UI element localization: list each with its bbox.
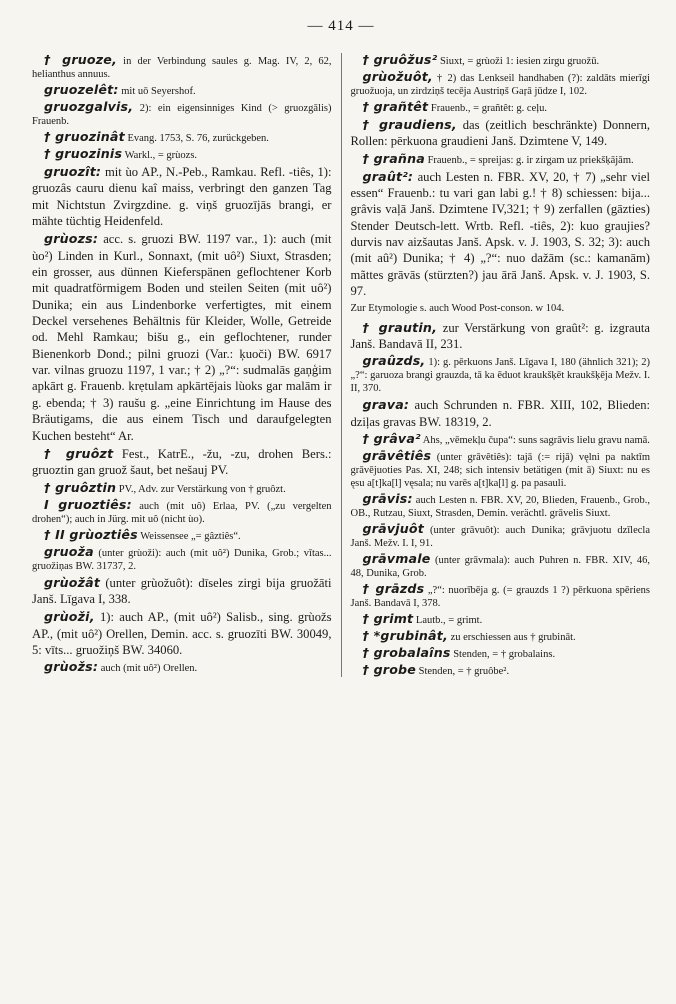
right-column (342, 53, 651, 680)
entry-text: 1): auch AP., (mit uô²) Salisb., sing. grùožs AP., (mit uô²) Orellen, Demin. acc. s. gruozīti BW. 30049, 5: vīts... gruožiņš BW. 34060. (32, 610, 332, 657)
entry-headword: † grobalaîns (362, 645, 451, 661)
etymology-note: Zur Etymologie s. auch Wood Post-conson. w 104. (350, 303, 565, 315)
entry-text: Evang. 1753, S. 76, zurückgeben. (124, 133, 269, 144)
dictionary-entry (32, 164, 332, 229)
entry-text: acc. s. gruozi BW. 1197 var., 1): auch (mit ùo²) Linden in Kurl., Sonnaxt, (mit uô²) Siuxt, Strasden; ein grosser, aus dünnen Kieferspänen geflochtener Korb mit quadratförmigem Boden und steilen Seiten (mit uô²) Dunika; ein aus Lindenborke verfertigtes, mit einem Deckel versehenes Behältnis für Kleider, Wolle, Getreide od. Mehl Ramkau; bišu g., ein geflochtener, runder Bienenkorb Dond.; pilni gruozi (Var.: ķuoči) BW. 6917 var. vilnas gruozu 1197, 1 var.; † 2) „?“: sudmalās gaņģim apkārt g. Frauenb. krẹtulam apkārtējais lùoks gar malām ir g. ebenda; † 3) raušu g. „eine Einrichtung im Hause des Bräutigams, die aus einem Tisch und daraufgelegten Kuchen besteht“ Ar. (32, 232, 332, 443)
entry-text: das (zeitlich beschränkte) Donnern, Rollen: pērkuona graudieni Janš. Dzimtene V, 149. (350, 118, 651, 149)
dictionary-entry (351, 152, 651, 167)
entry-text: 1): g. pērkuons Janš. Līgava I, 180 (ähnlich 321); 2) „?“: garuoza brangi grauzda, tā ka ēduot kraukšķēt kraukšķēja Mežv. I. II, 370. (350, 357, 650, 395)
dictionary-entry (32, 498, 332, 526)
dictionary-entry (351, 552, 651, 580)
dictionary-entry (32, 528, 332, 543)
dictionary-entry (32, 545, 332, 573)
entry-headword: grùožuôt, (362, 69, 433, 84)
dictionary-entry (351, 320, 651, 353)
entry-text: Weissensee „= gâztiês“. (137, 530, 241, 542)
dictionary-entry (32, 83, 332, 98)
left-column (32, 53, 342, 677)
entry-headword: grāvis: (362, 491, 413, 507)
entry-text: (unter grùožuôt): dīseles zirgi bija gruožāti Janš. Līgava I, 338. (32, 575, 332, 606)
entry-headword: grāvêtiês (362, 448, 432, 464)
entry-headword: grava: (362, 397, 410, 413)
dictionary-entry (32, 147, 332, 162)
entry-headword: † grañtêt (362, 99, 429, 114)
dictionary-entry (32, 53, 332, 81)
entry-text: Stenden, = † grobalains. (450, 649, 556, 661)
columns (32, 53, 650, 680)
entry-text: (unter grāvuôt): auch Dunika; grāvjuotu dzīlecla Janš. Mežv. I. I, 91. (350, 525, 650, 550)
dictionary-entry (32, 660, 332, 675)
entry-text: mit uō Seyershof. (118, 86, 196, 97)
dictionary-entry (351, 612, 651, 627)
entry-text: auch Schrunden n. FBR. XIII, 102, Blieden: dziļas gravas BW. 18319, 2. (350, 398, 650, 429)
page-number: — 414 — (307, 18, 375, 34)
entry-text: mit ùo AP., N.-Peb., Ramkau. Refl. -tiês, 1): gruozâs cauru dienu kaî maiss, verbringt den ganzen Tag mit Nichtstun Zvirgzdine. g. viņš gruozījās brangi, er mähte tüchtig Heidenfeld. (32, 165, 332, 229)
dictionary-entry (351, 70, 651, 98)
entry-headword: † grâva² (362, 431, 421, 447)
entry-headword: grùozs: (44, 231, 99, 247)
dictionary-entry (351, 397, 651, 430)
entry-text: Frauenb., = spreijas: g. ir zirgam uz priekšķājām. (424, 154, 634, 166)
entry-text: † 2) das Lenkseil handhaben (?): zaldāts mierīgi gruožuoja, un zirdziņš tecēja Austriņš Gaŗā jūdze I, 102. (350, 73, 650, 97)
entry-text: (unter grāvêtiês): tajā (:= rijā) vęlni pa naktīm grāvējuoties Pas. XI, 248; sich intensiv betätigen (mit ā) Siuxt: nu es ęsu a[t]ka[l] vęsala; nu varēs a[t]ka[l] g. pa pasauli. (350, 452, 650, 490)
entry-text: Fest., KatrE., -žu, -zu, drohen Bers.: gruoztin gan gruož šaut, bet nešauj PV. (32, 446, 332, 478)
entry-headword: gruozelêt: (44, 82, 119, 97)
entry-text: in der Verbindung saules g. Mag. IV, 2, 62, helianthus annuus. (32, 56, 332, 80)
entry-headword: gruoža (44, 543, 94, 559)
entry-text: zu erschiessen aus † grubināt. (447, 632, 576, 644)
entry-headword: grùoži, (44, 609, 95, 625)
entry-headword: † gruôzt (44, 445, 114, 461)
entry-text: Frauenb., = grañtêt: g. ceļu. (428, 103, 548, 114)
entry-headword: I gruoztiês: (44, 496, 132, 512)
entry-headword: † gruôztin (44, 479, 117, 495)
entry-text: „?“: nuorībēja g. (= grauzds 1 ?) pērkuona spēriens Janš. Bandavā I, 378. (350, 585, 650, 610)
entry-text: Warkl., = grùozs. (122, 150, 198, 161)
entry-headword: † grautin, (362, 319, 438, 335)
dictionary-entry (351, 663, 651, 678)
dictionary-entry (32, 446, 332, 479)
entry-headword: † grobe (362, 662, 417, 678)
dictionary-entry (351, 53, 651, 68)
entry-headword: † *grubinât, (362, 628, 448, 644)
dictionary-entry (32, 609, 332, 658)
entry-headword: † II grùoztiês (44, 526, 138, 542)
entry-text: Siuxt, = grùoži 1: iesien zirgu gruožū. (437, 56, 600, 67)
entry-headword: † gruozinât (44, 129, 125, 144)
dictionary-entry (32, 481, 332, 496)
dictionary-entry (351, 169, 651, 300)
entry-headword: † grimt (362, 611, 414, 627)
entry-text: (unter grùoži): auch (mit uô²) Dunika, Grob.; vītas... gruožiņas BW. 31737, 2. (32, 547, 332, 572)
entry-text: 2): ein eigensinniges Kind (> gruozgālis) Frauenb. (32, 103, 332, 127)
entry-headword: † grañna (362, 150, 425, 166)
entry-headword: grùožs: (44, 659, 99, 675)
dictionary-entry (351, 582, 651, 610)
dictionary-entry (351, 432, 651, 447)
entry-text: Stenden, = † gruôbe². (416, 666, 510, 678)
entry-headword: grāvjuôt (362, 521, 424, 537)
dictionary-entry (32, 575, 332, 608)
entry-text: zur Verstärkung von graût²: g. izgrauta Janš. Bandavā II, 231. (350, 320, 650, 352)
entry-headword: grùožât (44, 574, 101, 590)
entry-headword: graûzds, (362, 353, 426, 369)
entry-text: auch Lesten n. FBR. XV, 20, † 7) „sehr viel essen“ Frauenb.: tu vari gan labi g.! † 8) schiessen: bija... grâvis vaļā Janš. Dzimtene IV,321; † 9) zerfallen (gāzties) Stender Deutsch-lett. Wrtb. Refl. -tiês, 2): kuo graujies? durvis nav aizšautas Janš. Apsk. v. J. 1903, S. 32; 3): auch (mit aû²) Dunika; † 4) „?“: nuo dažām (sc.: kamanām) mãttes grāvās (stürzten?) jau ārā Janš. Apsk. v. J. 1903, S. 97. (350, 169, 650, 299)
entry-text: auch (mit uô) Erlaa, PV. („zu vergelten drohen“); auch in Jürg. mit uô (nicht ùo). (32, 500, 332, 525)
dictionary-entry (351, 492, 651, 520)
entry-headword: † gruôžus² (362, 52, 438, 67)
dictionary-entry (32, 231, 332, 443)
entry-headword: gruozgalvis, (44, 99, 134, 114)
dictionary-entry (351, 629, 651, 644)
entry-headword: † graudiens, (362, 117, 457, 132)
entry-text: auch (mit uô²) Orellen. (98, 663, 198, 675)
dictionary-entry (351, 449, 651, 490)
entry-headword: graût²: (362, 168, 414, 184)
entry-headword: † grāzds (362, 581, 425, 597)
entry-headword: † gruozinis (44, 146, 123, 161)
dictionary-entry (351, 522, 651, 550)
dictionary-entry (32, 100, 332, 128)
entry-text: (unter grāvmala): auch Puhren n. FBR. XIV, 46, 48, Dunika, Grob. (350, 555, 650, 580)
dictionary-entry (351, 100, 651, 115)
dictionary-entry (351, 117, 651, 150)
dictionary-entry (32, 130, 332, 145)
entry-headword: gruozît: (44, 164, 102, 179)
entry-headword: † gruoze, (44, 52, 118, 67)
dictionary-entry (351, 354, 651, 395)
entry-text: PV., Adv. zur Verstärkung von † gruôzt. (116, 483, 286, 495)
entry-text: Lautb., = grimt. (413, 615, 483, 627)
entry-text: Ahs, „vēmekļu čupa“: suns sagrāvis lielu gravu namā. (420, 435, 650, 447)
dictionary-entry (351, 646, 651, 661)
entry-headword: grāvmale (362, 551, 431, 567)
entry-text: auch Lesten n. FBR. XV, 20, Blieden, Frauenb., Grob., OB., Rutzau, Siuxt, Strasden, Demin. verächtl. grāvelis Siuxt. (350, 495, 650, 520)
